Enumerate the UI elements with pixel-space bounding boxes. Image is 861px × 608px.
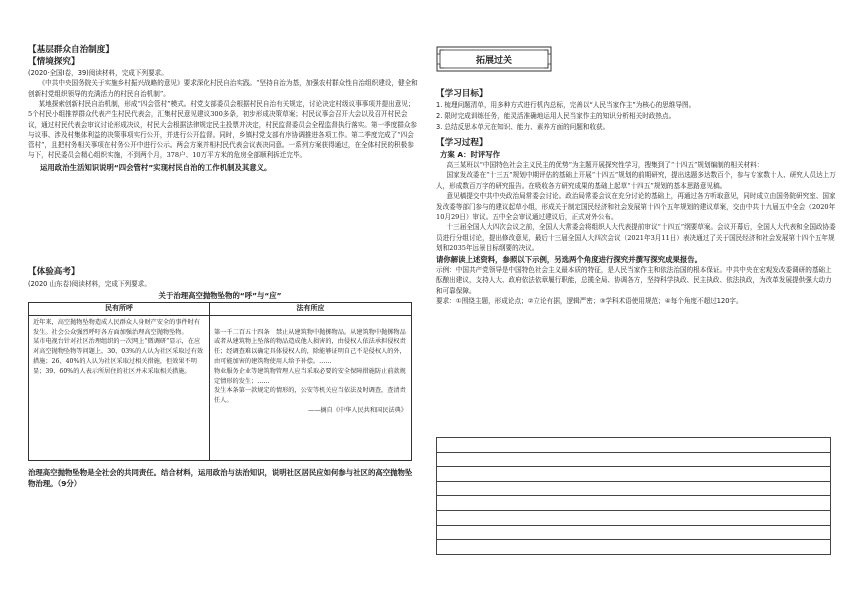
exam-source: (2020 山东卷)阅读材料，完成下列要求。 bbox=[28, 280, 151, 288]
table-header-left: 民有所呼 bbox=[29, 303, 210, 316]
goal-3: 3. 总结反思本单元在知识、能力、素养方面的问题和收获。 bbox=[436, 123, 610, 131]
scenario-task: 运用政治生活知识说明“四会管村”实现村民自治的工作机制及其意义。 bbox=[40, 163, 272, 173]
table-source: ——摘自《中华人民共和国民法典》 bbox=[308, 406, 407, 414]
process-title: 【学习过程】 bbox=[436, 138, 488, 148]
table-header-right: 法有所应 bbox=[210, 303, 412, 316]
answer-line[interactable] bbox=[436, 510, 831, 525]
left-column bbox=[28, 0, 418, 488]
goals-title: 【学习目标】 bbox=[436, 89, 488, 99]
scenario-paragraph-2: 某地探索创新村民自治机制，形成“四会管村”模式。村党支部委员会根据村民自治有关规定，讨论决定村级议事事项并提出意见；5个村民小组推荐群众代表产生村民代表会，汇集村民意见建议300多条，初步形成决策草案；村民议事会召开大会以及召开村民会议，通过村民代表会审议讨论形成决议，村民大会根据法律规定民主投票并决定，村民监督委员会全程监督执行落实。第一季度群众参与议事、涉及村集体利益的决策事项实行公开，并进行公开监督。同时，乡镇村党支部有序协调推进各项工作。第二季度完成了“四会管村”，且把村务相关事项在村务公开中进行公示。两会方案并相村民代表会议表决同意。一系列方案获得通过，在全体村民的积极参与下，村民委员会精心组织实施，不到两个月，378户、10万平方米的危房全部顺利拆迁完毕。 bbox=[28, 100, 418, 160]
example-text: 示例：中国共产党领导是中国特色社会主义最本质的特征，是人民当家作主和依法治国的根本保证。中共中央在宏观发改委调研的基础上酝酿出建议，支持人大、政府依法依章履行职能，总揽全局、协调各方，坚持科学执政、民主执政、依法执政，为改革发展提供强大动力和可靠保障。 bbox=[436, 265, 832, 295]
goal-1: 1. 梳理问题清单，用多种方式进行机内总标，完善以“人民当家作主”为核心的思维导图。 bbox=[436, 101, 696, 109]
scenario-title: 【情境探究】 bbox=[28, 57, 80, 67]
scenario-paragraph-1: 《中共中央国务院关于实施乡村振兴战略的意见》要求深化村民自治实践。“坚持自治为基，加强农村群众性自治组织建设，健全和创新村党组织领导的充满活力的村民自治机制”。 bbox=[28, 79, 418, 98]
table-caption: 关于治理高空抛物坠物的“呼”与“应” bbox=[158, 291, 282, 300]
right-column bbox=[436, 0, 836, 307]
answer-line[interactable] bbox=[436, 525, 831, 540]
plan-paragraph-4: 十三届全国人大四次会议之前，全国人大常委会将组织人大代表提前审议“十四五”纲要草案。会议开幕后，全国人大代表和全国政协委员进行分组讨论，提出修改意见，最后十三届全国人大四次会议（2021年3月11日）表决通过了关于国民经济和社会发展第十四个五年规划和2035年远景目标纲要的决议。 bbox=[436, 223, 836, 253]
table-cell-right-text: 第一千二百五十四条 禁止从建筑物中抛掷物品。从建筑物中抛掷物品或者从建筑物上坠落的物品造成他人损害的，由侵权人依法承担侵权责任；经调查难以确定具体侵权人的，除能够证明自己不是侵权人的外，由可能加害的建筑物使用人给予补偿。…… 物业服务企业等建筑物管理人应当采取必要的安全保障措施防止前款规定情形的发生；…… 发生本条第一款规定的情形的，公安等机关应当依法及时调查，查清责任人。 bbox=[214, 328, 406, 405]
goal-2: 2. 限时完成训练任务，能灵活准确地运用人民当家作主的知识分析相关时政热点。 bbox=[436, 112, 676, 120]
table-cell-right bbox=[210, 315, 412, 460]
exam-task: 治理高空抛物坠物是全社会的共同责任。结合材料，运用政治与法治知识，说明社区居民应如何参与社区的高空抛物坠物治理。（9分） bbox=[28, 468, 413, 488]
requirements-text: 要求：①围绕主题，形成论点；②立论有据，逻辑严密；③学科术语使用规范；④每个角度不超过120字。 bbox=[436, 297, 743, 306]
plan-task: 请你解读上述资料，参照以下示例，另选两个角度进行探究并撰写探究成果报告。 bbox=[436, 254, 703, 264]
table-cell-left: 近年来，高空抛物坠物造成人民群众人身财产安全的事件时有发生。社会公众强烈呼吁各方面加强治理高空抛物坠物。 某市电视台针对社区治理组织的一次网上“微调研”显示，在应对高空抛物坠物等问题上，30、03%的人认为社区采取过有效措施；26、40%的人认为社区采取过相关措施，但效果不明显；39、60%的人表示所居住的社区并未采取相关措施。 bbox=[29, 315, 210, 460]
plan-paragraph-3: 意见稿提交中共中央政治局常委会讨论。政治局常委会议在充分讨论的基础上，再通过各方听取意见，同时成立由国务院研究室、国家发改委等部门参与的建议起草小组，形成关于制定国民经济和社会发展第十四个五年规划的建议草案，交由中共十九届五中全会（2020年10月29日）审议。五中全会审议通过建议后，正式对外公布。 bbox=[436, 192, 836, 222]
answer-box[interactable] bbox=[436, 437, 831, 555]
exam-title: 【体验高考】 bbox=[28, 267, 80, 277]
section-title: 【基层群众自治制度】 bbox=[28, 45, 114, 55]
plan-title: 方案 A：时评写作 bbox=[440, 150, 501, 159]
plan-paragraph-1: 高三某班以“中国特色社会主义民主的优势”为主题开展探究性学习，搜集到了“十四五”规划编制的相关材料： bbox=[446, 161, 764, 169]
plan-paragraph-2: 国家发改委在“十三五”规划中期评估的基础上开展“十四五”规划的前期研究，提出选题多达数百个，参与专家数十人、研究人员达上万人，形成数百万字的研究报告。在吸收各方研究成果的基础上起草“十四五”规划的基本思路意见稿。 bbox=[436, 171, 836, 190]
comparison-table bbox=[28, 302, 412, 461]
answer-line[interactable] bbox=[436, 495, 831, 510]
answer-line[interactable] bbox=[436, 437, 831, 452]
answer-line[interactable] bbox=[436, 466, 831, 481]
answer-line[interactable] bbox=[436, 539, 831, 555]
answer-line[interactable] bbox=[436, 452, 831, 467]
banner-title: 拓展过关 bbox=[475, 56, 512, 66]
answer-line[interactable] bbox=[436, 481, 831, 496]
scenario-source: (2020·全国Ⅰ卷，39)阅读材料，完成下列要求。 bbox=[28, 69, 168, 77]
